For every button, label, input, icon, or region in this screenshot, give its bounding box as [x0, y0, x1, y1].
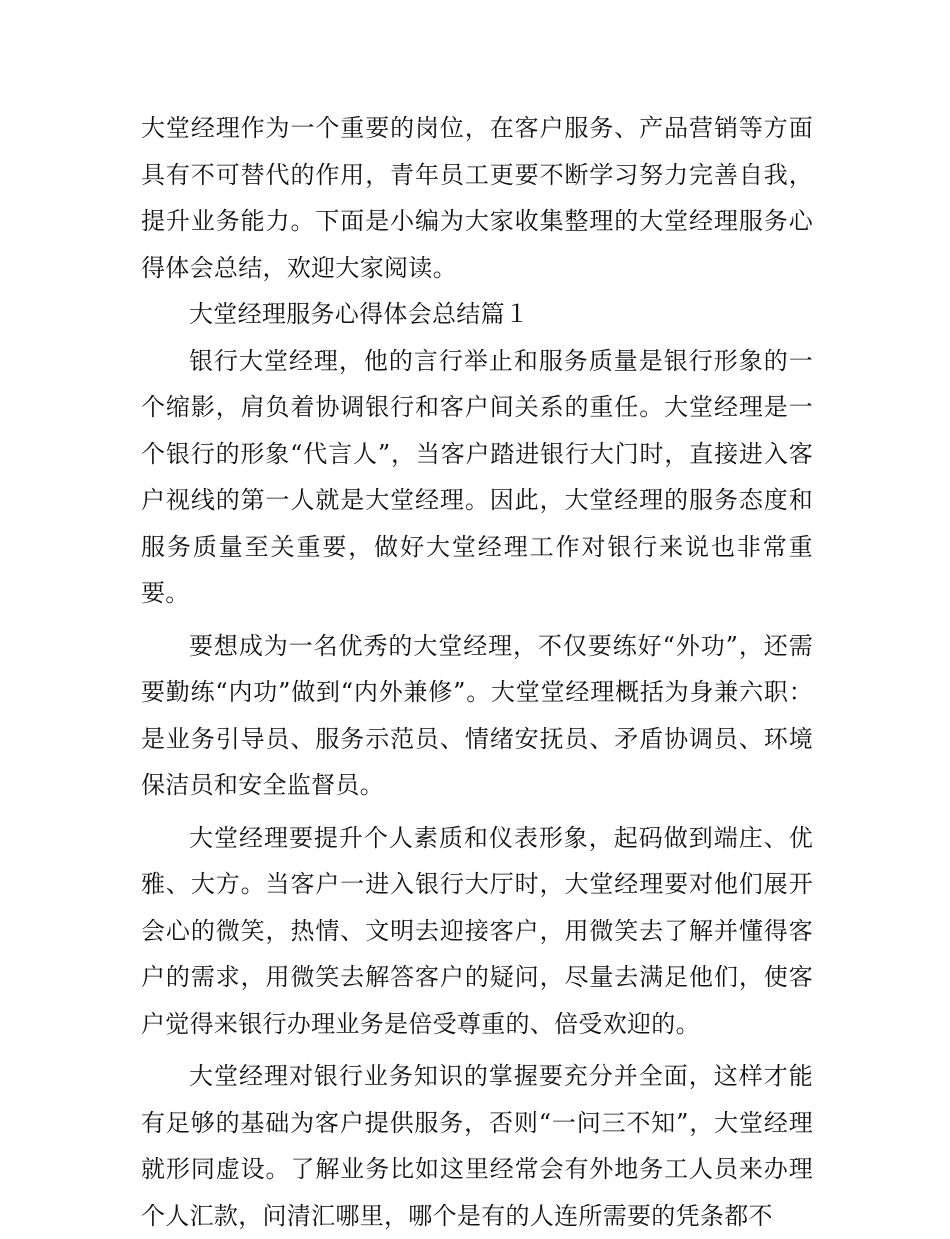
body-paragraph-3: 大堂经理要提升个人素质和仪表形象，起码做到端庄、优雅、大方。当客户一进入银行大厅时，大堂经理要对他们展开会心的微笑，热情、文明去迎接客户，用微笑去了解并懂得客户的需求，用微笑去解答客户的疑问，尽量去满足他们，使客户觉得来银行办理业务是倍受尊重的、倍受欢迎的。 [141, 823, 813, 1038]
body-paragraph-1: 银行大堂经理，他的言行举止和服务质量是银行形象的一个缩影，肩负着协调银行和客户间关系的重任。大堂经理是一个银行的形象“代言人”，当客户踏进银行大门时，直接进入客户视线的第一人就是大堂经理。因此，大堂经理的服务态度和服务质量至关重要，做好大堂经理工作对银行来说也非常重要。 [141, 346, 813, 607]
section-title: 大堂经理服务心得体会总结篇１ [189, 300, 530, 328]
body-paragraph-2: 要想成为一名优秀的大堂经理，不仅要练好“外功”，还需要勤练“内功”做到“内外兼修”。大堂堂经理概括为身兼六职：是业务引导员、服务示范员、情绪安抚员、矛盾协调员、环境保洁员和安全监督员。 [141, 631, 813, 799]
body-paragraph-4: 大堂经理对银行业务知识的掌握要充分并全面，这样才能有足够的基础为客户提供服务，否则“一问三不知”，大堂经理就形同虚设。了解业务比如这里经常会有外地务工人员来办理个人汇款，问清汇哪里，哪个是有的人连所需要的凭条都不 [141, 1062, 813, 1230]
document-body [141, 105, 813, 1239]
intro-paragraph: 大堂经理作为一个重要的岗位，在客户服务、产品营销等方面具有不可替代的作用，青年员工更要不断学习努力完善自我，提升业务能力。下面是小编为大家收集整理的大堂经理服务心得体会总结，欢迎大家阅读。 [141, 114, 813, 282]
